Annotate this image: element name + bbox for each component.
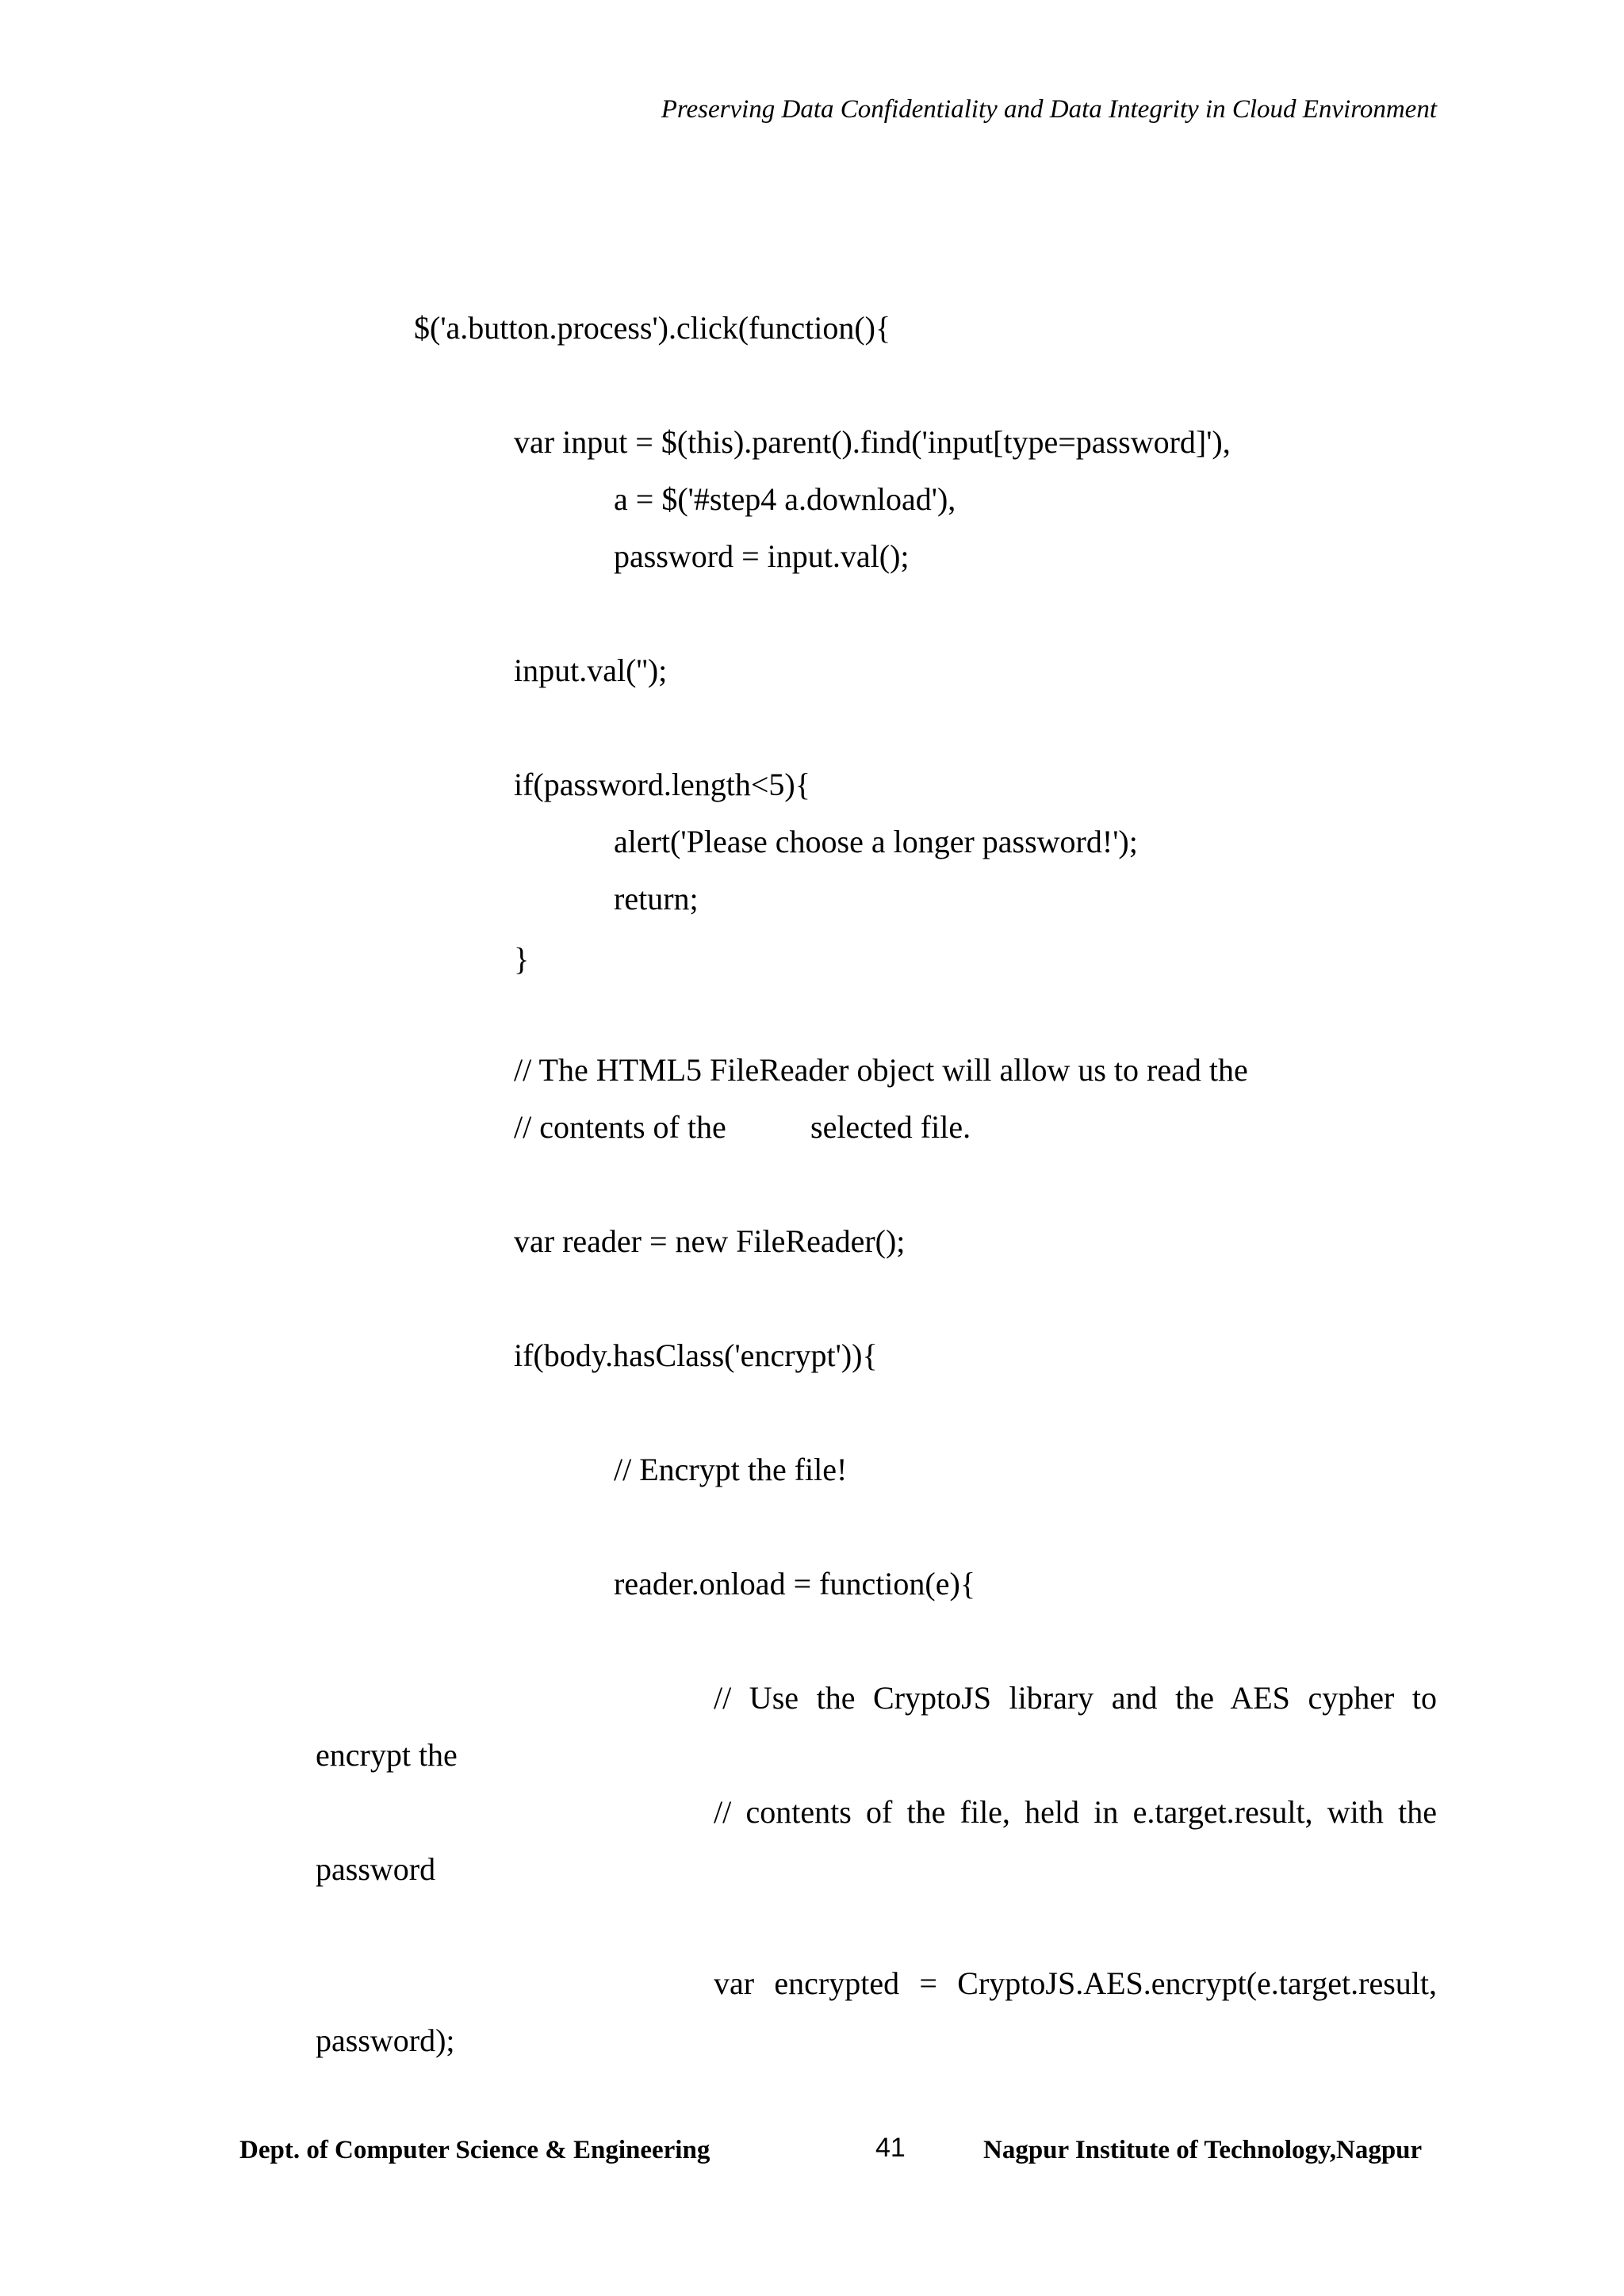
code-comment-file-contents: // contents of the file, held in e.target.result, with the	[714, 1794, 1437, 1830]
code-line-var-password: password = input.val();	[614, 538, 910, 574]
code-line-return: return;	[614, 881, 699, 916]
code-comment-cryptojs-wrap: encrypt the	[316, 1737, 458, 1773]
code-comment-contents: // contents of the	[514, 1109, 726, 1145]
code-comment-encrypt: // Encrypt the file!	[614, 1452, 848, 1487]
running-header: Preserving Data Confidentiality and Data Integrity in Cloud Environment	[661, 95, 1437, 124]
code-line-var-a: a = $('#step4 a.download'),	[614, 481, 956, 517]
code-comment-filereader: // The HTML5 FileReader object will allow us to read the	[514, 1052, 1248, 1088]
code-comment-file-contents-wrap: password	[316, 1851, 436, 1887]
footer-department: Dept. of Computer Science & Engineering	[239, 2136, 710, 2164]
code-line-var-input: var input = $(this).parent().find('input[type=password]'),	[514, 424, 1231, 460]
code-line-onload: reader.onload = function(e){	[614, 1566, 976, 1601]
code-line-if-encrypt: if(body.hasClass('encrypt')){	[514, 1337, 878, 1373]
code-comment-cryptojs: // Use the CryptoJS library and the AES cypher to	[714, 1680, 1437, 1716]
code-line-close-brace: }	[514, 941, 530, 977]
code-line-if-length: if(password.length<5){	[514, 767, 810, 802]
code-line-alert: alert('Please choose a longer password!');	[614, 824, 1138, 859]
footer-institute: Nagpur Institute of Technology,Nagpur	[983, 2136, 1423, 2164]
code-line-input-clear: input.val('');	[514, 652, 668, 688]
page-number: 41	[875, 2133, 906, 2163]
code-comment-selected-file: selected file.	[810, 1109, 971, 1145]
code-line-var-reader: var reader = new FileReader();	[514, 1223, 906, 1259]
code-line-var-encrypted-wrap: password);	[316, 2022, 455, 2058]
code-line-var-encrypted: var encrypted = CryptoJS.AES.encrypt(e.target.result,	[714, 1965, 1437, 2001]
code-line-click-handler: $('a.button.process').click(function(){	[414, 310, 891, 346]
